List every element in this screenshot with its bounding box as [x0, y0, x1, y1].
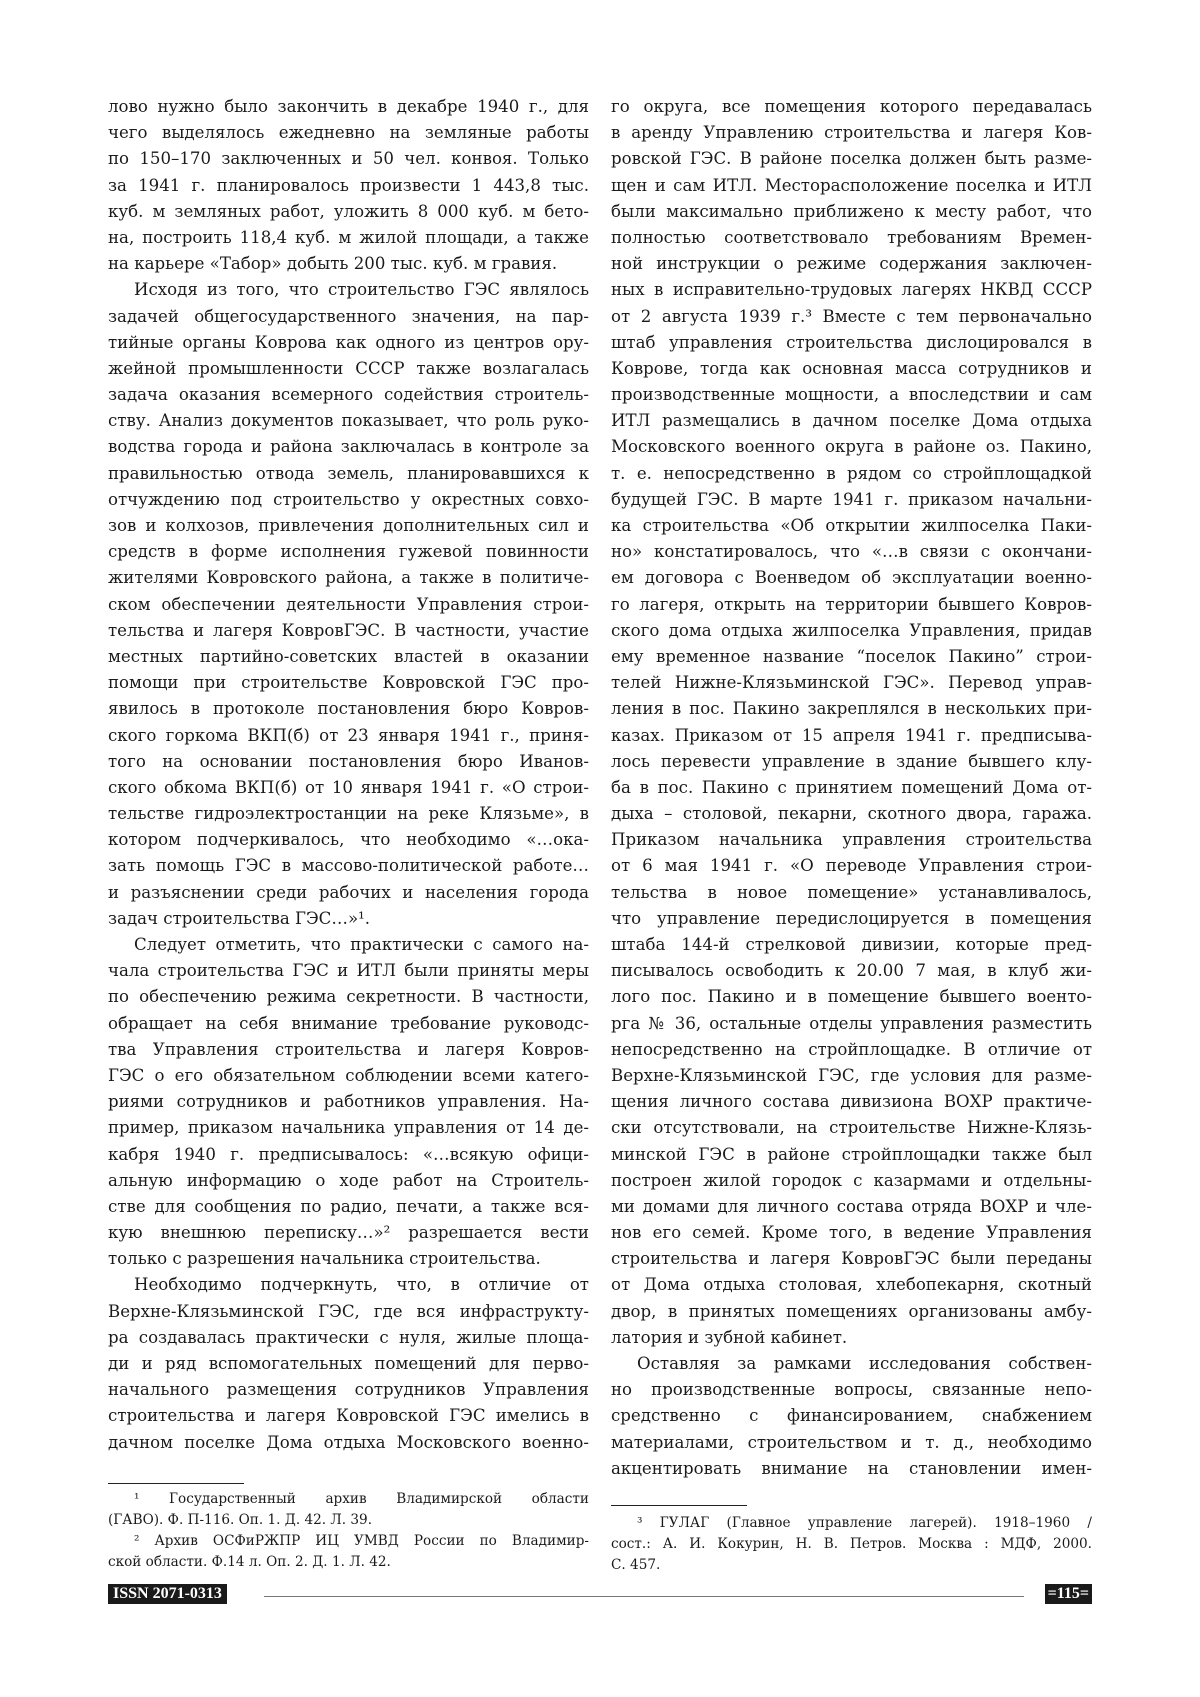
text-line: чего выделялось ежедневно на земляные работы — [108, 120, 589, 146]
text-line: тельстве гидроэлектростанции на реке Клязьме», в — [108, 801, 589, 827]
text-line: Верхне-Клязьминской ГЭС, где условия для разме- — [611, 1063, 1092, 1089]
text-line: Следует отметить, что практически с самого на- — [108, 932, 589, 958]
paragraph — [108, 277, 589, 932]
text-line: ского дома отдыха жилпоселка Управления, придав — [611, 618, 1092, 644]
issn-label: ISSN 2071-0313 — [108, 1584, 227, 1604]
text-line: ему временное название “поселок Пакино” строи- — [611, 644, 1092, 670]
text-line: ми домами для личного состава отряда ВОХР и чле- — [611, 1194, 1092, 1220]
text-line: зать помощь ГЭС в массово-политической работе… — [108, 853, 589, 879]
text-line: Оставляя за рамками исследования собствен- — [611, 1351, 1092, 1377]
text-line: на карьере «Табор» добыть 200 тыс. куб. м гравия. — [108, 251, 589, 277]
text-line: ка строительства «Об открытии жилпоселка Паки- — [611, 513, 1092, 539]
text-line: задачей общегосударственного значения, на пар- — [108, 304, 589, 330]
text-line: ных в исправительно-трудовых лагерях НКВД СССР — [611, 277, 1092, 303]
footnote-line: (ГАВО). Ф. П-116. Оп. 1. Д. 42. Л. 39. — [108, 1510, 589, 1531]
text-line: от Дома отдыха столовая, хлебопекарня, скотный — [611, 1272, 1092, 1298]
text-line: ГЭС о его обязательном соблюдении всеми катего- — [108, 1063, 589, 1089]
text-line: правильностью отвода земель, планировавшихся к — [108, 461, 589, 487]
footnote-separator-left — [108, 1483, 244, 1484]
text-line: зов и колхозов, привлечения дополнительных сил и — [108, 513, 589, 539]
footnotes-right — [611, 1513, 1092, 1576]
text-line: куб. м земляных работ, уложить 8 000 куб. м бето- — [108, 199, 589, 225]
text-line: ИТЛ размещались в дачном поселке Дома отдыха — [611, 408, 1092, 434]
text-line: от 2 августа 1939 г.³ Вместе с тем первоначально — [611, 304, 1092, 330]
text-line: чала строительства ГЭС и ИТЛ были приняты меры — [108, 958, 589, 984]
text-line: но производственные вопросы, связанные непо- — [611, 1377, 1092, 1403]
text-line: лово нужно было закончить в декабре 1940 г., для — [108, 94, 589, 120]
text-line: будущей ГЭС. В марте 1941 г. приказом начальни- — [611, 487, 1092, 513]
text-line: ровской ГЭС. В районе поселка должен быть разме- — [611, 146, 1092, 172]
text-line: что управление передислоцируется в помещения — [611, 906, 1092, 932]
text-line: ском обеспечении деятельности Управления строи- — [108, 592, 589, 618]
text-line: материалами, строительством и т. д., необходимо — [611, 1430, 1092, 1456]
text-line: Исходя из того, что строительство ГЭС являлось — [108, 277, 589, 303]
text-line: Верхне-Клязьминской ГЭС, где вся инфраструкту- — [108, 1299, 589, 1325]
text-line: дачном поселке Дома отдыха Московского военно- — [108, 1430, 589, 1456]
paragraph — [611, 1351, 1092, 1482]
text-line: но» констатировалось, что «…в связи с окончани- — [611, 539, 1092, 565]
footnote-line: сост.: А. И. Кокурин, Н. В. Петров. Москва : МДФ, 2000. — [611, 1534, 1092, 1555]
text-line: дыха – столовой, пекарни, скотного двора, гаража. — [611, 801, 1092, 827]
text-line: лого пос. Пакино и в помещение бывшего военто- — [611, 984, 1092, 1010]
text-line: полностью соответствовало требованиям Времен- — [611, 225, 1092, 251]
text-line: лось перевести управление в здание бывшего клу- — [611, 749, 1092, 775]
footnote-line: С. 457. — [611, 1555, 1092, 1576]
text-line: тельства в новое помещение» устанавливалось, — [611, 880, 1092, 906]
text-line: телей Нижне-Клязьминской ГЭС». Перевод управ- — [611, 670, 1092, 696]
text-line: кабря 1940 г. предписывалось: «…всякую офици- — [108, 1142, 589, 1168]
text-line: жителями Ковровского района, а также в политиче- — [108, 565, 589, 591]
text-line: отчуждению под строительство у окрестных совхо- — [108, 487, 589, 513]
text-line: были максимально приближено к месту работ, что — [611, 199, 1092, 225]
text-line: по 150–170 заключенных и 50 чел. конвоя. Только — [108, 146, 589, 172]
text-line: строительства и лагеря КовровГЭС были переданы — [611, 1246, 1092, 1272]
text-line: стве для сообщения по радио, печати, а также вся- — [108, 1194, 589, 1220]
text-line: двор, в принятых помещениях организованы амбу- — [611, 1299, 1092, 1325]
text-line: помощи при строительстве Ковровской ГЭС про- — [108, 670, 589, 696]
text-line: ления в пос. Пакино закреплялся в нескольких при- — [611, 696, 1092, 722]
text-line: риями сотрудников и работников управления. На- — [108, 1089, 589, 1115]
text-line: штаба 144-й стрелковой дивизии, которые пред- — [611, 932, 1092, 958]
text-line: латория и зубной кабинет. — [611, 1325, 1092, 1351]
text-line: нов его семей. Кроме того, в ведение Управления — [611, 1220, 1092, 1246]
text-line: и разъяснении среди рабочих и населения города — [108, 880, 589, 906]
footnote-line: ² Архив ОСФиРЖПР ИЦ УМВД России по Владимир- — [108, 1531, 589, 1552]
text-line: щения личного состава дивизиона ВОХР практиче- — [611, 1089, 1092, 1115]
text-line: водства города и района заключалась в контроле за — [108, 434, 589, 460]
text-line: тельства и лагеря КовровГЭС. В частности, участие — [108, 618, 589, 644]
text-line: задача оказания всемерного содействия строитель- — [108, 382, 589, 408]
footnote-line: ³ ГУЛАГ (Главное управление лагерей). 1918–1960 / — [611, 1513, 1092, 1534]
text-line: го лагеря, открыть на территории бывшего Ковров- — [611, 592, 1092, 618]
paragraph — [108, 94, 589, 277]
text-line: средственно с финансированием, снабжением — [611, 1403, 1092, 1429]
text-line: непосредственно на стройплощадке. В отличие от — [611, 1037, 1092, 1063]
text-line: обращает на себя внимание требование руководс- — [108, 1011, 589, 1037]
footnote-line: ¹ Государственный архив Владимирской области — [108, 1489, 589, 1510]
text-line: альную информацию о ходе работ на Строитель- — [108, 1168, 589, 1194]
text-line: ски отсутствовали, на строительстве Нижне-Клязь- — [611, 1115, 1092, 1141]
paragraph — [108, 1272, 589, 1455]
text-line: Коврове, тогда как основная масса сотрудников и — [611, 356, 1092, 382]
footnote-line: ской области. Ф.14 л. Оп. 2. Д. 1. Л. 42. — [108, 1552, 589, 1573]
text-line: ского горкома ВКП(б) от 23 января 1941 г., приня- — [108, 723, 589, 749]
text-line: того на основании постановления бюро Иванов- — [108, 749, 589, 775]
text-line: по обеспечению режима секретности. В частности, — [108, 984, 589, 1010]
text-line: ского обкома ВКП(б) от 10 января 1941 г. «О строи- — [108, 775, 589, 801]
text-line: ству. Анализ документов показывает, что роль руко- — [108, 408, 589, 434]
text-line: пример, приказом начальника управления от 14 де- — [108, 1115, 589, 1141]
right-text-column — [611, 94, 1092, 1482]
text-line: от 6 мая 1941 г. «О переводе Управления строи- — [611, 853, 1092, 879]
text-line: ем договора с Военведом об эксплуатации военно- — [611, 565, 1092, 591]
text-line: Приказом начальника управления строительства — [611, 827, 1092, 853]
text-line: писывалось освободить к 20.00 7 мая, в клуб жи- — [611, 958, 1092, 984]
text-line: ра создавалась практически с нуля, жилые площа- — [108, 1325, 589, 1351]
footnote — [611, 1513, 1092, 1576]
text-line: построен жилой городок с казармами и отдельны- — [611, 1168, 1092, 1194]
paragraph — [108, 932, 589, 1272]
text-line: строительства и лагеря Ковровской ГЭС имелись в — [108, 1403, 589, 1429]
text-line: ной инструкции о режиме содержания заключен- — [611, 251, 1092, 277]
left-text-column — [108, 94, 589, 1456]
text-line: рга № 36, остальные отделы управления разместить — [611, 1011, 1092, 1037]
footnote — [108, 1531, 589, 1573]
footer-divider — [264, 1596, 1024, 1597]
text-line: котором подчеркивалось, что необходимо «…ока- — [108, 827, 589, 853]
text-line: минской ГЭС в районе стройплощадки также был — [611, 1142, 1092, 1168]
text-line: начального размещения сотрудников Управления — [108, 1377, 589, 1403]
text-line: го округа, все помещения которого передавалась — [611, 94, 1092, 120]
text-line: в аренду Управлению строительства и лагеря Ков- — [611, 120, 1092, 146]
text-line: Необходимо подчеркнуть, что, в отличие от — [108, 1272, 589, 1298]
text-line: кую внешнюю переписку…»² разрешается вести — [108, 1220, 589, 1246]
paragraph — [611, 94, 1092, 1351]
text-line: Московского военного округа в районе оз. Пакино, — [611, 434, 1092, 460]
text-line: тва Управления строительства и лагеря Ковров- — [108, 1037, 589, 1063]
text-line: явилось в протоколе постановления бюро Ковров- — [108, 696, 589, 722]
text-line: на, построить 118,4 куб. м жилой площади, а также — [108, 225, 589, 251]
text-line: щен и сам ИТЛ. Месторасположение поселка и ИТЛ — [611, 173, 1092, 199]
footnote — [108, 1489, 589, 1531]
text-line: жейной промышленности СССР также возлагалась — [108, 356, 589, 382]
text-line: только с разрешения начальника строительства. — [108, 1246, 589, 1272]
text-line: ба в пос. Пакино с принятием помещений Дома от- — [611, 775, 1092, 801]
text-line: т. е. непосредственно в рядом со стройплощадкой — [611, 461, 1092, 487]
text-line: местных партийно-советских властей в оказании — [108, 644, 589, 670]
text-line: тийные органы Коврова как одного из центров ору- — [108, 330, 589, 356]
text-line: казах. Приказом от 15 апреля 1941 г. предписыва- — [611, 723, 1092, 749]
text-line: задач строительства ГЭС…»¹. — [108, 906, 589, 932]
text-line: за 1941 г. планировалось произвести 1 443,8 тыс. — [108, 173, 589, 199]
footnotes-left — [108, 1489, 589, 1573]
text-line: штаб управления строительства дислоцировался в — [611, 330, 1092, 356]
text-line: производственные мощности, а впоследствии и сам — [611, 382, 1092, 408]
page-number: =115= — [1045, 1584, 1092, 1604]
text-line: ди и ряд вспомогательных помещений для перво- — [108, 1351, 589, 1377]
footnote-separator-right — [611, 1505, 747, 1506]
text-line: акцентировать внимание на становлении имен- — [611, 1456, 1092, 1482]
text-line: средств в форме исполнения гужевой повинности — [108, 539, 589, 565]
